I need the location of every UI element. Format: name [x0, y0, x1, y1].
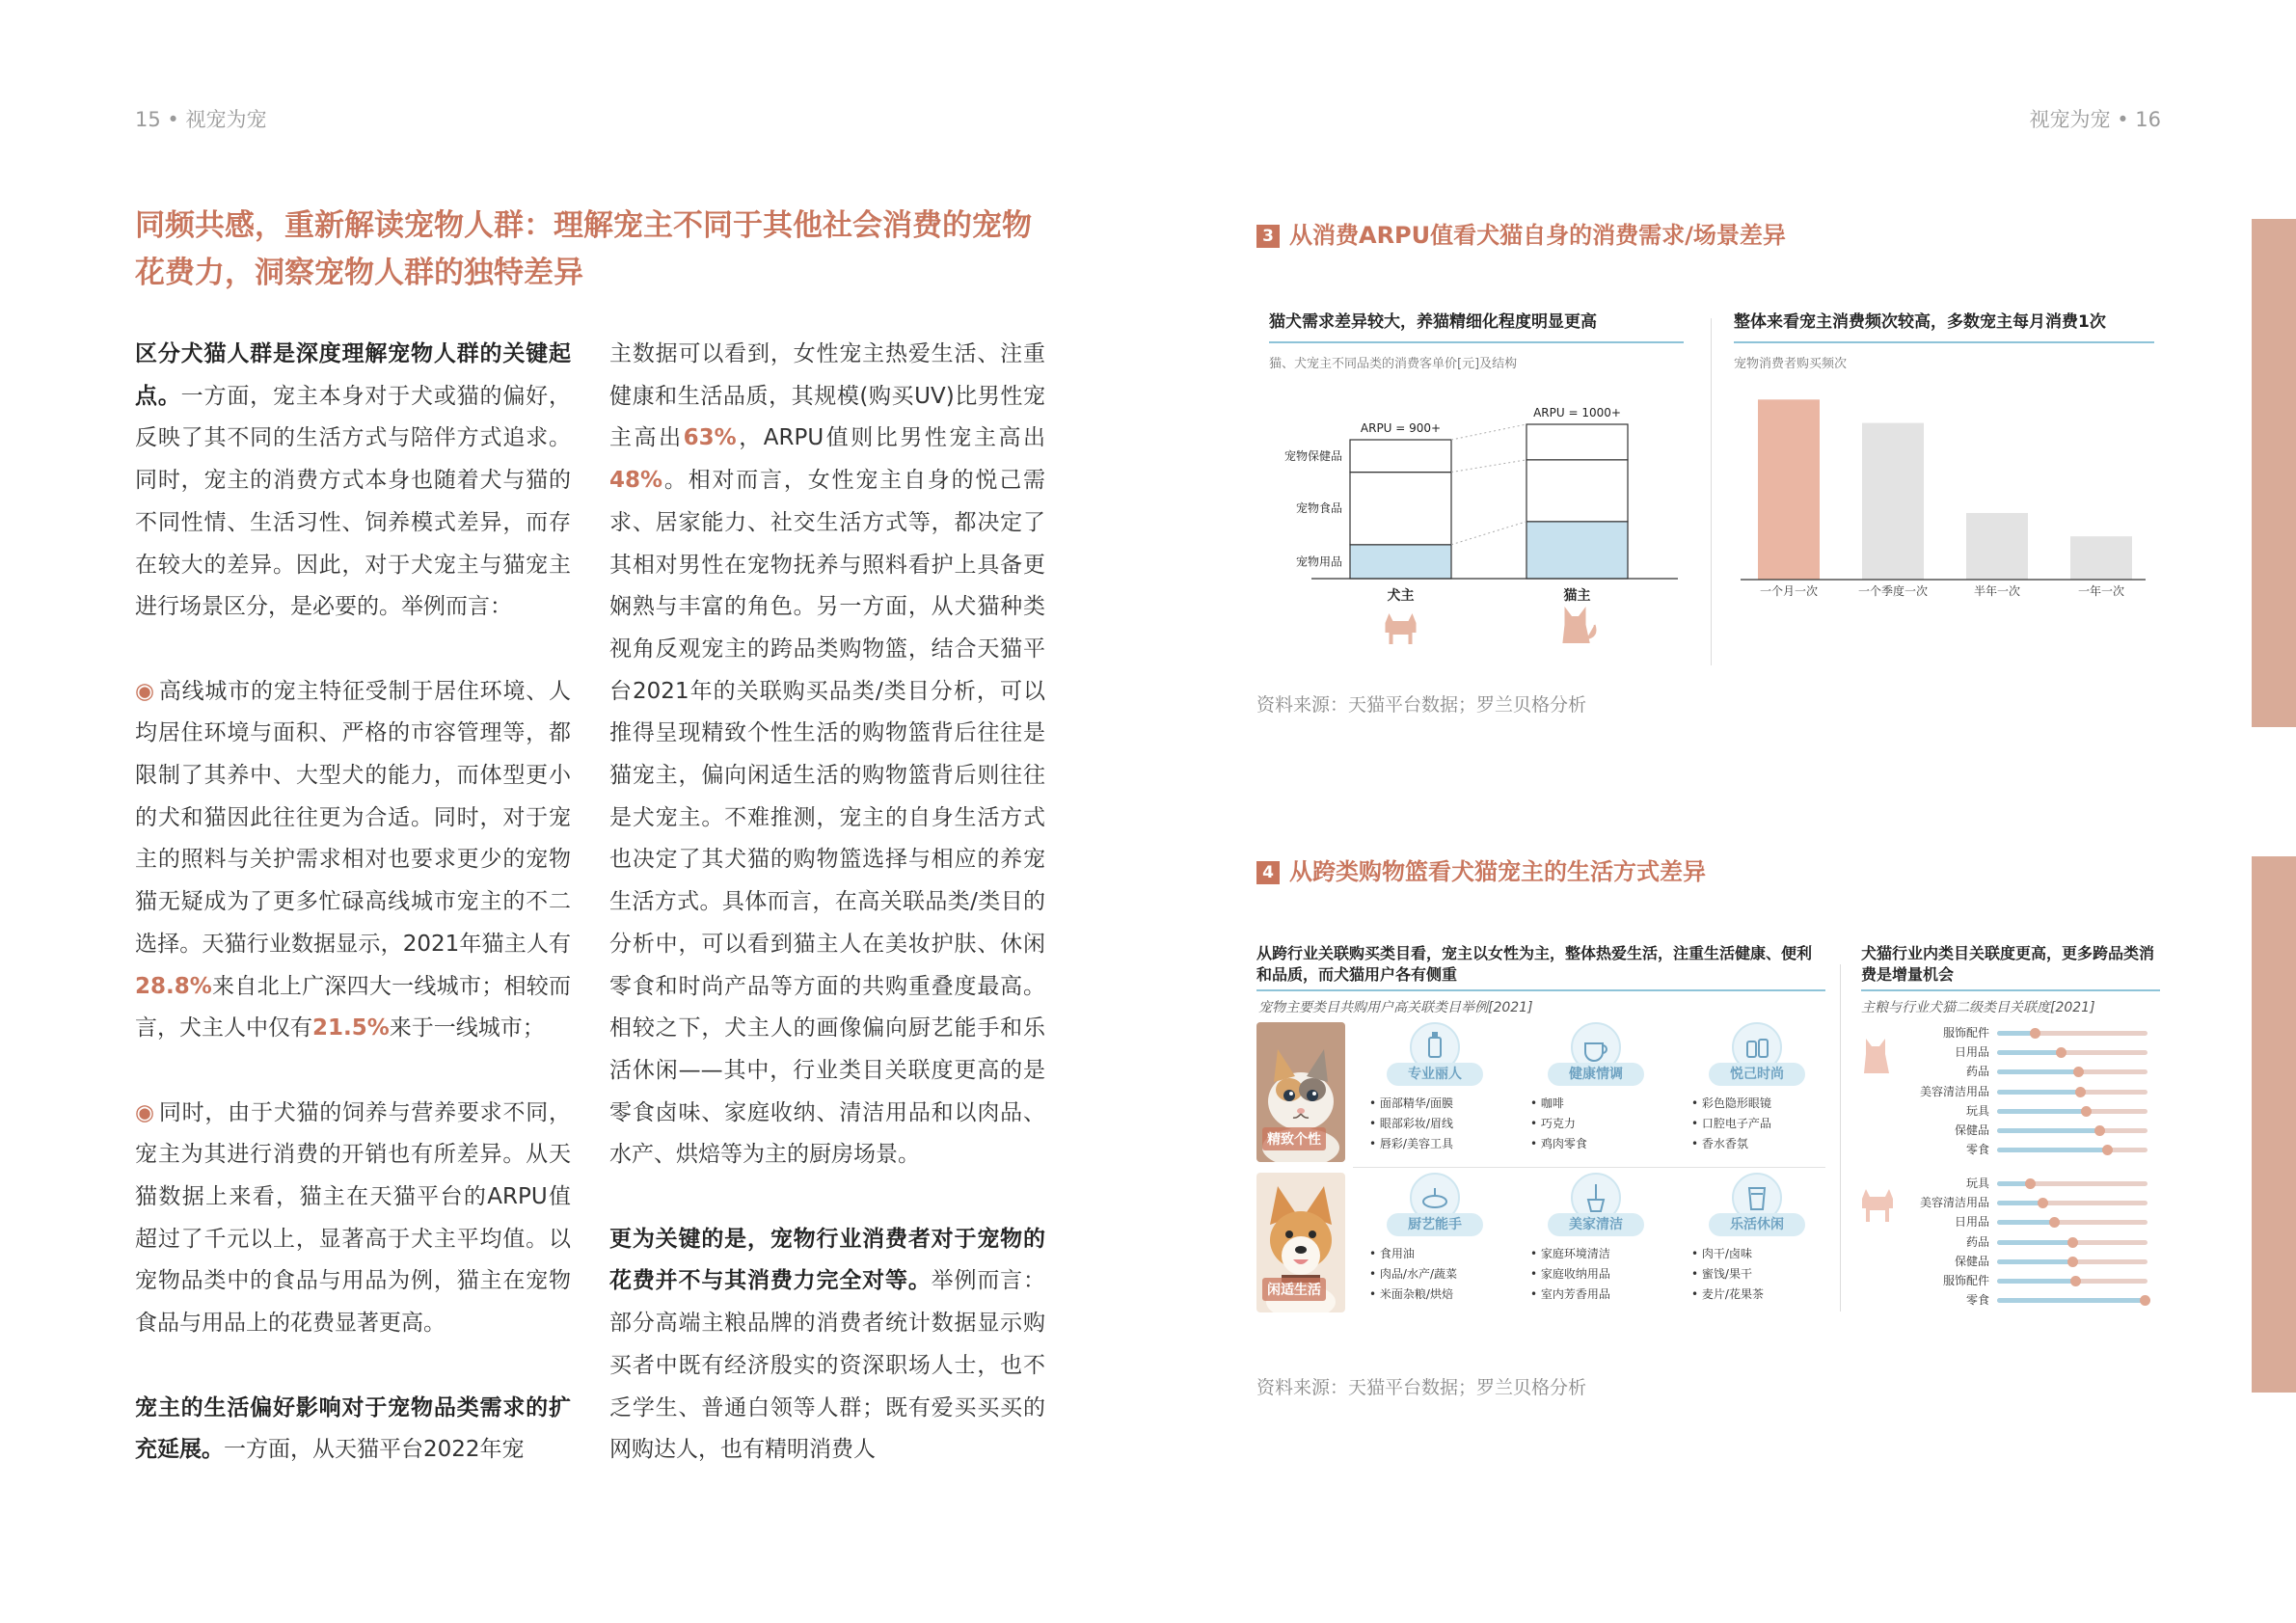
bar [1997, 1220, 2054, 1225]
basket-category-label: 美家清洁 [1548, 1213, 1644, 1236]
frequency-chart-caption: 宠物消费者购买频次 [1734, 357, 1848, 371]
basket-items [1691, 1244, 1764, 1305]
bar-end-marker [2056, 1047, 2066, 1058]
bar-track [1997, 1031, 2147, 1036]
text-column-2 [609, 334, 1045, 1472]
bar-end-marker [2140, 1295, 2150, 1306]
basket-row-dog [1256, 1173, 1825, 1312]
basket-items [1691, 1094, 1771, 1154]
bar [1758, 399, 1820, 580]
bar [1997, 1201, 2042, 1205]
section-3-title: 从消费ARPU值看犬猫自身的消费需求/场景差异 [1289, 222, 1786, 249]
dog-icon [1386, 613, 1417, 644]
cat-photo [1256, 1022, 1345, 1162]
y-tick-label: 日用品 [1954, 1045, 1989, 1060]
y-tick-label: 玩具 [1965, 1103, 1989, 1118]
list-item: • 面部精华/面膜 [1369, 1094, 1453, 1114]
bar [1997, 1259, 2072, 1264]
list-item: • 咖啡 [1530, 1094, 1587, 1114]
bar [1997, 1128, 2099, 1133]
relevance-caption: 主粮与行业犬猫二级类目关联度[2021] [1861, 1000, 2095, 1015]
row-tag-cat: 精致个性 [1262, 1127, 1326, 1150]
data-label: ARPU = 900+ [1360, 421, 1442, 435]
bar-track [1997, 1069, 2147, 1074]
basket-category-label: 厨艺能手 [1387, 1213, 1483, 1236]
bar-track [1997, 1050, 2147, 1055]
bar-end-marker [2049, 1217, 2060, 1228]
relevance-chart [1856, 1017, 2165, 1316]
bar-end-marker [2075, 1087, 2086, 1097]
bar-track [1997, 1109, 2147, 1114]
basket-caption: 宠物主要类目共购用户高关联类目举例[2021] [1258, 1000, 1533, 1015]
section-4-source: 资料来源：天猫平台数据；罗兰贝格分析 [1256, 1377, 1587, 1398]
bar-end-marker [2073, 1067, 2084, 1077]
highlight-cat-share: 28.8% [135, 973, 212, 999]
list-item: • 香水香氛 [1691, 1134, 1771, 1154]
frequency-chart-title: 整体来看宠主消费频次较高，多数宠主每月消费1次 [1734, 312, 2106, 332]
basket-items [1530, 1244, 1610, 1305]
bar [2070, 536, 2132, 580]
stacked-bar-segment [1526, 424, 1628, 460]
x-tick-label: 犬主 [1387, 588, 1415, 604]
section-number-badge: 4 [1256, 861, 1280, 884]
dog-photo [1256, 1173, 1345, 1312]
basket-cell [1680, 1173, 1834, 1312]
bullet-1-text-b: 来自北上广深四大一线城市；相较而言，犬主人中仅有 [135, 973, 571, 1041]
bar [1997, 1148, 2107, 1152]
bar [1997, 1279, 2075, 1284]
bar-track [1997, 1259, 2147, 1264]
bar-end-marker [2081, 1106, 2092, 1117]
list-item: • 口腔电子产品 [1691, 1114, 1771, 1134]
bar [1997, 1240, 2072, 1245]
paragraph-lifestyle-body: 一方面，从天猫平台2022年宠 [224, 1437, 525, 1463]
dog-icon [1858, 1185, 1897, 1228]
y-tick-label: 保健品 [1954, 1254, 1989, 1268]
highlight-arpu: 48% [609, 468, 663, 494]
y-tick-label: 美容清洁用品 [1919, 1196, 1989, 1210]
cat-icon [1858, 1035, 1897, 1077]
basket-divider [1256, 989, 1825, 991]
bar-track [1997, 1148, 2147, 1152]
legend-label: 宠物保健品 [1283, 448, 1342, 463]
list-item: • 米面杂粮/烘焙 [1369, 1285, 1457, 1305]
y-tick-label: 零食 [1965, 1293, 1989, 1308]
col2-text-b: ，ARPU值则比男性宠主高出 [736, 425, 1046, 451]
stacked-bar-segment [1526, 522, 1628, 579]
list-item: • 肉干/卤味 [1691, 1244, 1764, 1264]
side-tab-upper [2252, 219, 2296, 727]
cat-icon [1564, 609, 1596, 642]
bar-track [1997, 1090, 2147, 1095]
bar-end-marker [2025, 1178, 2036, 1189]
x-tick-label: 猫主 [1563, 588, 1591, 604]
connector-line [1451, 460, 1526, 473]
side-tab-lower [2252, 856, 2296, 1393]
stacked-bar-segment [1350, 545, 1451, 579]
bar-end-marker [2067, 1257, 2078, 1267]
page-header-right: 视宠为宠 • 16 [2029, 108, 2161, 131]
legend-label: 宠物食品 [1295, 501, 1342, 516]
basket-category-label: 健康情调 [1548, 1063, 1644, 1086]
list-item: • 鸡肉零食 [1530, 1134, 1587, 1154]
y-tick-label: 零食 [1965, 1143, 1989, 1157]
section-4-heading [1256, 852, 1706, 886]
bar [1997, 1050, 2061, 1055]
list-item: • 肉品/水产/蔬菜 [1369, 1264, 1457, 1285]
list-item: • 巧克力 [1530, 1114, 1587, 1134]
list-item: • 家庭环境清洁 [1530, 1244, 1610, 1264]
section-3-source: 资料来源：天猫平台数据；罗兰贝格分析 [1256, 694, 1587, 716]
basket-cell [1680, 1022, 1834, 1162]
paragraph-intro-body: 一方面，宠主本身对于犬或猫的偏好，反映了其不同的生活方式与陪伴方式追求。同时，宠主的消费方式本身也随着犬与猫的不同性情、生活习性、饲养模式差异，而存在较大的差异。因此，对于犬宠主与猫宠主进行场景区分，是必要的。举例而言： [135, 383, 572, 620]
bar-track [1997, 1128, 2147, 1133]
page-header-left: 15 • 视宠为宠 [135, 108, 267, 131]
y-tick-label: 美容清洁用品 [1919, 1084, 1989, 1098]
arpu-chart-divider [1269, 341, 1684, 343]
list-item: • 家庭收纳用品 [1530, 1264, 1610, 1285]
bullet-icon: ◉ [135, 1099, 155, 1125]
basket-items [1530, 1094, 1587, 1154]
bar-end-marker [2038, 1198, 2048, 1208]
basket-items [1369, 1244, 1457, 1305]
y-tick-label: 药品 [1965, 1065, 1989, 1079]
basket-cell [1358, 1173, 1512, 1312]
bar-track [1997, 1220, 2147, 1225]
bullet-2-text: 同时，由于犬猫的饲养与营养要求不同，宠主为其进行消费的开销也有所差异。从天猫数据上来看，猫主在天猫平台的ARPU值超过了千元以上，显著高于犬主平均值。以宠物品类中的食品与用品为例，猫主在宠物食品与用品上的花费显著更高。 [135, 1099, 571, 1337]
stacked-bar-segment [1526, 460, 1628, 522]
arpu-chart-caption: 猫、犬宠主不同品类的消费客单价[元]及结构 [1269, 357, 1518, 371]
list-item: • 室内芳香用品 [1530, 1285, 1610, 1305]
list-item: • 彩色隐形眼镜 [1691, 1094, 1771, 1114]
highlight-uv: 63% [683, 425, 737, 451]
relevance-divider [1861, 989, 2160, 991]
list-item: • 蜜饯/果干 [1691, 1264, 1764, 1285]
paragraph-lifestyle-lead: 宠主的生活偏好影响对于宠物品类需求的扩充延展。 [135, 1394, 571, 1463]
basket-cell [1519, 1173, 1673, 1312]
bar [1862, 423, 1924, 580]
x-tick-label: 一个月一次 [1759, 584, 1819, 598]
connector-line [1451, 522, 1526, 545]
paragraph-lifestyle [135, 1388, 571, 1472]
section-number-badge: 3 [1256, 225, 1280, 248]
bullet-item-1 [135, 671, 571, 1050]
stacked-bar-segment [1350, 440, 1451, 473]
basket-cell [1358, 1022, 1512, 1162]
bar-end-marker [2030, 1028, 2040, 1039]
bar [1997, 1090, 2080, 1095]
bar-track [1997, 1279, 2147, 1284]
section-4-title: 从跨类购物篮看犬猫宠主的生活方式差异 [1289, 858, 1706, 885]
stacked-bar-segment [1350, 473, 1451, 545]
y-tick-label: 保健品 [1954, 1123, 1989, 1137]
page-title: 同频共感，重新解读宠物人群：理解宠主不同于其他社会消费的宠物花费力，洞察宠物人群的独特差异 [135, 208, 1032, 290]
basket-column-divider [1840, 964, 1841, 1312]
bar-track [1997, 1181, 2147, 1186]
basket-row-cat [1256, 1022, 1825, 1162]
bar-end-marker [2102, 1145, 2113, 1155]
connector-line [1451, 424, 1526, 440]
section-3-heading [1256, 216, 1786, 250]
data-label: ARPU = 1000+ [1533, 406, 1621, 419]
highlight-dog-share: 21.5% [312, 1015, 390, 1041]
bar-end-marker [2067, 1237, 2078, 1248]
col2-text-c: 。相对而言，女性宠主自身的悦己需求、居家能力、社交生活方式等，都决定了其相对男性在宠物抚养与照料看护上具备更娴熟与丰富的角色。另一方面，从犬猫种类视角反观宠主的跨品类购物篮，结合天猫平台2021年的关联购买品类/类目分析，可以推得呈现精致个性生活的购物篮背后往往是猫宠主，偏向闲适生活的购物篮背后则往往是犬宠主。不难推测，宠主的自身生活方式也决定了其犬猫的购物篮选择与相应的养宠生活方式。具体而言，在高关联品类/类目的分析中，可以看到猫主人在美妆护肤、休闲零食和时尚产品等方面的共购重叠度最高。相较之下，犬主人的画像偏向厨艺能手和乐活休闲——其中，行业类目关联度更高的是零食卤味、家庭收纳、清洁用品和以肉品、水产、烘焙等为主的厨房场景。 [609, 468, 1045, 1168]
y-tick-label: 服饰配件 [1942, 1274, 1989, 1287]
bar [1997, 1109, 2086, 1114]
bullet-1-text-a: 高线城市的宠主特征受制于居住环境、人均居住环境与面积、严格的市容管理等，都限制了其养中、大型犬的能力，而体型更小的犬和猫因此往往更为合适。同时，对于宠主的照料与关护需求相对也要求更少的宠物猫无疑成为了更多忙碌高线城市宠主的不二选择。天猫行业数据显示，2021年猫主人有 [135, 678, 571, 957]
list-item: • 唇彩/美容工具 [1369, 1134, 1453, 1154]
y-tick-label: 药品 [1965, 1234, 1989, 1249]
chart-column-divider [1711, 318, 1712, 665]
bar-end-marker [2070, 1276, 2081, 1286]
row-tag-dog: 闲适生活 [1262, 1278, 1326, 1301]
bar-track [1997, 1201, 2147, 1205]
arpu-chart [1254, 381, 1697, 661]
x-tick-label: 半年一次 [1973, 584, 2021, 598]
basket-cell [1519, 1022, 1673, 1162]
bar-end-marker [2094, 1125, 2105, 1136]
basket-category-label: 乐活休闲 [1709, 1213, 1805, 1236]
relevance-title: 犬猫行业内类目关联度更高，更多跨品类消费是增量机会 [1861, 944, 2155, 984]
basket-items [1369, 1094, 1453, 1154]
paragraph-spending-lead: 更为关键的是，宠物行业消费者对于宠物的花费并不与其消费力完全对等。 [609, 1226, 1045, 1294]
arpu-chart-title: 猫犬需求差异较大，养猫精细化程度明显更高 [1269, 312, 1597, 332]
bullet-item-2 [135, 1093, 571, 1345]
y-tick-label: 日用品 [1954, 1215, 1989, 1230]
basket-row-divider [1353, 1167, 1825, 1168]
basket-category-label: 专业丽人 [1387, 1063, 1483, 1086]
y-tick-label: 服饰配件 [1942, 1026, 1989, 1040]
bar-track [1997, 1240, 2147, 1245]
list-item: • 麦片/花果茶 [1691, 1285, 1764, 1305]
text-column-1 [135, 334, 571, 1472]
x-tick-label: 一个季度一次 [1857, 584, 1929, 598]
paragraph-spending-body: 举例而言：部分高端主粮品牌的消费者统计数据显示购买者中既有经济殷实的资深职场人士，也不乏学生、普通白领等人群；既有爱买买买的网购达人，也有精明消费人 [609, 1268, 1046, 1463]
basket-title: 从跨行业关联购买类目看，宠主以女性为主，整体热爱生活，注重生活健康、便利和品质，而犬猫用户各有侧重 [1256, 944, 1813, 984]
bullet-1-text-c: 来于一线城市； [389, 1015, 545, 1041]
legend-label: 宠物用品 [1295, 555, 1342, 569]
bar [1966, 513, 2028, 580]
paragraph-spending-power [609, 1219, 1045, 1472]
bar [1997, 1298, 2145, 1303]
x-tick-label: 一年一次 [2077, 584, 2125, 598]
frequency-chart [1731, 381, 2155, 603]
list-item: • 食用油 [1369, 1244, 1457, 1264]
basket-category-label: 悦己时尚 [1709, 1063, 1805, 1086]
paragraph-intro-lead: 区分犬猫人群是深度理解宠物人群的关键起点。 [135, 341, 571, 409]
frequency-chart-divider [1734, 341, 2154, 343]
bar-track [1997, 1298, 2147, 1303]
bullet-icon: ◉ [135, 678, 155, 704]
col2-text-a: 主数据可以看到，女性宠主热爱生活、注重健康和生活品质，其规模(购买UV)比男性宠主高出 [609, 341, 1045, 451]
paragraph-female-owners [609, 334, 1045, 1177]
list-item: • 眼部彩妆/眉线 [1369, 1114, 1453, 1134]
bar [1997, 1069, 2078, 1074]
y-tick-label: 玩具 [1965, 1177, 1989, 1190]
paragraph-intro [135, 334, 571, 629]
